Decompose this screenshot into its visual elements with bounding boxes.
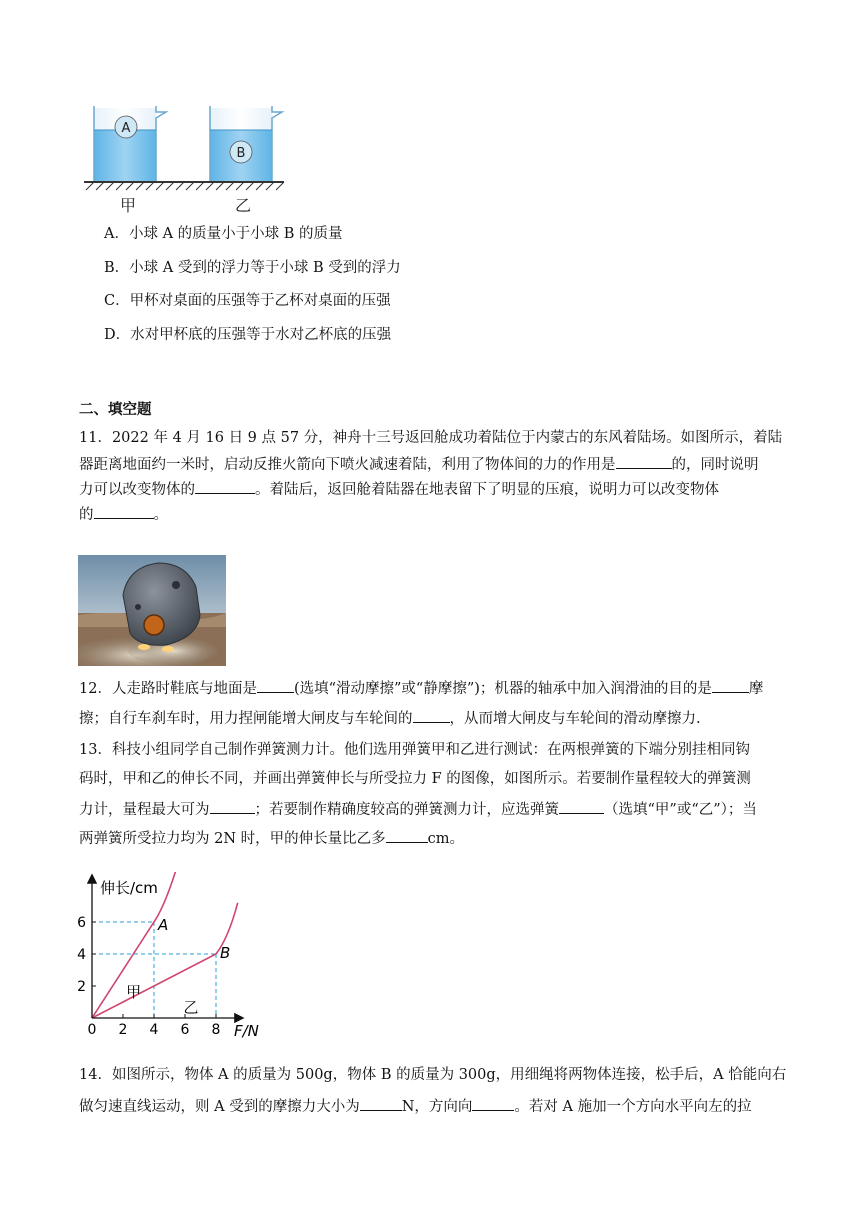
table-surface: [84, 182, 284, 190]
q14-text-2c: 。若对 A 施加一个方向水平向左的拉: [514, 1099, 752, 1115]
x-tick-label: 0: [87, 1022, 97, 1038]
q14-text-2b: N，方向向: [401, 1099, 473, 1115]
q13-blank-2[interactable]: [559, 798, 604, 814]
q13-blank-3[interactable]: [386, 827, 428, 843]
q12-text-1c: 摩: [748, 681, 764, 697]
stretch-force-graph: [70, 872, 280, 1048]
q11-text-4b: 。: [153, 507, 168, 523]
q11-text-4a: 的: [79, 507, 94, 523]
question-13: [79, 740, 783, 847]
q11-line1: 11．2022 年 4 月 16 日 9 点 57 分，神舟十三号返回舱成功着陆位于内蒙古的东风着陆场。如图所示，着陆: [79, 430, 783, 446]
x-axis-label: F/N: [234, 1022, 259, 1040]
label-jia: 甲: [119, 196, 137, 215]
q11-blank-1[interactable]: [616, 453, 672, 469]
q13-blank-1[interactable]: [210, 798, 255, 814]
section-title: 二、填空题: [79, 402, 152, 418]
q12-blank-1[interactable]: [257, 677, 294, 693]
x-tick-label: 6: [180, 1022, 190, 1038]
q14-text-2a: 做匀速直线运动，则 A 受到的摩擦力大小为: [79, 1099, 360, 1115]
q14-blank-2[interactable]: [472, 1095, 514, 1111]
option-d: D．水对甲杯底的压强等于水对乙杯底的压强: [104, 327, 392, 343]
q13-text-3b: ；若要制作精确度较高的弹簧测力计，应选弹簧: [254, 802, 559, 818]
q12-blank-3[interactable]: [413, 707, 450, 723]
y-tick-label: 6: [77, 915, 86, 931]
q13-line2: 码时，甲和乙的伸长不同，并画出弹簧伸长与所受拉力 F 的图像，如图所示。若要制作量程较大的弹簧测: [79, 771, 751, 787]
point-a-label: A: [158, 916, 169, 934]
cup-jia: [94, 106, 166, 182]
q13-text-4a: 两弹簧所受拉力均为 2N 时，甲的伸长量比乙多: [79, 831, 386, 847]
q12-blank-2[interactable]: [712, 677, 749, 693]
x-tick-label: 4: [149, 1022, 159, 1038]
question-12: [79, 677, 783, 727]
q14-line1: 14．如图所示，物体 A 的质量为 500g，物体 B 的质量为 300g，用细绳将两物体连接，松手后，A 恰能向右: [79, 1067, 787, 1083]
option-c: C．甲杯对桌面的压强等于乙杯对桌面的压强: [104, 293, 391, 309]
q12-text-2a: 擦；自行车刹车时，用力捏闸能增大闸皮与车轮间的: [79, 711, 413, 727]
capsule-photo: [78, 555, 226, 666]
series-yi-label: 乙: [183, 998, 199, 1017]
q13-text-4b: cm。: [427, 831, 465, 847]
q11-text-2b: 的，同时说明: [671, 457, 759, 473]
q13-text-3a: 力计，量程最大可为: [79, 802, 210, 818]
q14-blank-1[interactable]: [360, 1095, 402, 1111]
question-11: [79, 428, 783, 523]
option-a: A．小球 A 的质量小于小球 B 的质量: [104, 226, 343, 242]
q13-text-3c: （选填“甲”或“乙”）；当: [604, 802, 757, 818]
question-14: [79, 1065, 787, 1115]
axis-ticks: [77, 915, 220, 1038]
y-axis-label: 伸长/cm: [100, 879, 158, 897]
q11-text-2a: 器距离地面约一米时，启动反推火箭向下喷火减速着陆，利用了物体间的力的作用是: [79, 457, 616, 473]
q11-text-3a: 力可以改变物体的: [79, 482, 195, 498]
q13-line1: 13．科技小组同学自己制作弹簧测力计。他们选用弹簧甲和乙进行测试：在两根弹簧的下端分别挂相同钩: [79, 742, 750, 758]
y-tick-label: 2: [77, 979, 86, 995]
q12-text-1b: (选填“滑动摩擦”或“静摩擦”)；机器的轴承中加入润滑油的目的是: [293, 681, 712, 697]
y-tick-label: 4: [77, 947, 86, 963]
q11-blank-3[interactable]: [94, 503, 154, 519]
option-b: B．小球 A 受到的浮力等于小球 B 受到的浮力: [104, 260, 401, 276]
x-tick-label: 8: [211, 1022, 221, 1038]
q11-text-3b: 。着陆后，返回舱着陆器在地表留下了明显的压痕，说明力可以改变物体: [255, 482, 719, 498]
label-yi: 乙: [234, 196, 252, 215]
cups-figure: [80, 100, 290, 220]
point-b-label: B: [220, 944, 231, 962]
series-jia-label: 甲: [126, 983, 142, 1002]
q11-blank-2[interactable]: [195, 478, 255, 494]
q12-text-1a: 12．人走路时鞋底与地面是: [79, 681, 257, 697]
q12-text-2b: ，从而增大闸皮与车轮间的滑动摩擦力.: [449, 711, 701, 727]
ball-b-label: B: [236, 146, 246, 161]
cup-yi: [210, 106, 282, 182]
x-tick-label: 2: [118, 1022, 128, 1038]
ball-a-label: A: [121, 121, 131, 136]
